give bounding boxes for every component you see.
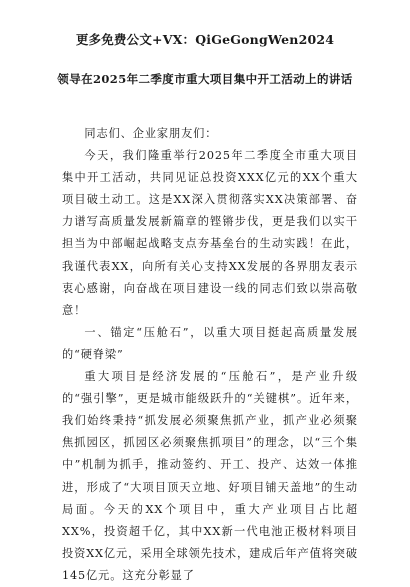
- greeting: 同志们、企业家朋友们：: [84, 127, 218, 140]
- document-body: [62, 123, 358, 587]
- paragraph-section-1: 重大项目是经济发展的“压舱石”，是产业升级的“强引擎”，更是城市能级跃升的“关键棋”。近年来，我们始终秉持“抓发展必须聚焦抓产业，抓产业必须聚焦抓园区，抓园区必须聚焦抓项目”的理念，以“三个集中”机制为抓手，推动签约、开工、投产、达效一体推进，形成了“大项目顶天立地、好项目铺天盖地”的生动局面。今天的XX个项目中，重大产业项目占比超XX%，投资超千亿，其中XX新一代电池正极材料项目投资XX亿元，采用全球领先技术，建成后年产值将突破145亿元。这充分彰显了: [62, 370, 358, 582]
- promo-header: 更多免费公文+VX：QiGeGongWen2024: [75, 32, 335, 47]
- paragraph-opening: 今天，我们隆重举行2025年二季度全市重大项目集中开工活动，共同见证总投资XXX亿元的XX个重大项目破土动工。这是XX深入贯彻落实XX决策部署、奋力谱写高质量发展新篇章的铿锵步伐，更是我们以实干担当为中部崛起战略支点夯基垒台的生动实践！在此，我谨代表XX，向所有关心支持XX发展的各界朋友表示衷心感谢，向奋战在项目建设一线的同志们致以崇高敬意！: [62, 149, 358, 317]
- document-title: 领导在2025年二季度市重大项目集中开工活动上的讲话: [57, 72, 353, 86]
- section-heading-1: 一、锚定“压舱石”，以重大项目挺起高质量发展的“硬脊梁”: [62, 325, 358, 361]
